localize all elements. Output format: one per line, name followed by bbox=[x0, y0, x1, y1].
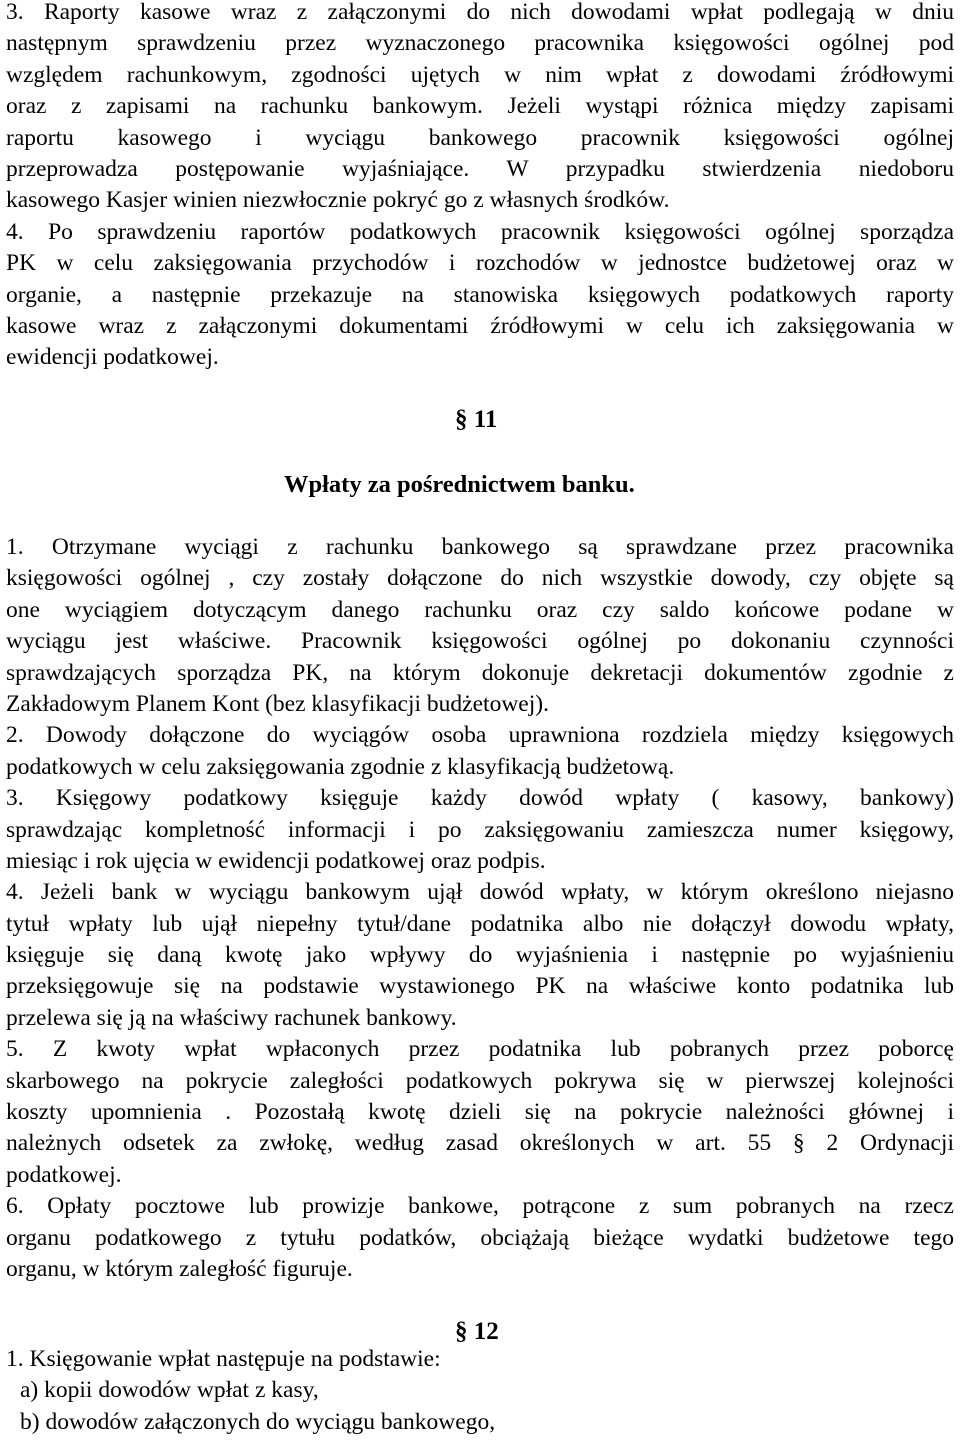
text-line: 3. Księgowy podatkowy księguje każdy dowód wpłaty ( kasowy, bankowy) bbox=[6, 785, 954, 812]
text-line: ewidencji podatkowej. bbox=[6, 344, 219, 371]
text-line: organie, a następnie przekazuje na stanowiska księgowych podatkowych raporty bbox=[6, 281, 954, 308]
text-line: następnym sprawdzeniu przez wyznaczonego pracownika księgowości ogólnej pod bbox=[6, 30, 954, 57]
text-line: skarbowego na pokrycie zaległości podatkowych pokrywa się w pierwszej kolejności bbox=[6, 1067, 954, 1094]
text-line: księguje się daną kwotę jako wpływy do wyjaśnienia i następnie po wyjaśnieniu bbox=[6, 942, 954, 969]
text-line: 6. Opłaty pocztowe lub prowizje bankowe, potrącone z sum pobranych na rzecz bbox=[6, 1193, 954, 1220]
text-line: kasowego Kasjer winien niezwłocznie pokryć go z własnych środków. bbox=[6, 187, 670, 214]
text-line: względem rachunkowym, zgodności ujętych w nim wpłat z dowodami źródłowymi bbox=[6, 61, 954, 88]
text-line: wyciągu jest właściwe. Pracownik księgowości ogólnej po dokonaniu czynności bbox=[6, 628, 954, 655]
text-line: raportu kasowego i wyciągu bankowego pracownik księgowości ogólnej bbox=[6, 124, 954, 151]
text-line: organu, w którym zaległość figuruje. bbox=[6, 1255, 353, 1282]
text-line: 2. Dowody dołączone do wyciągów osoba uprawniona rozdziela między księgowych bbox=[6, 722, 954, 749]
section-11-title: Wpłaty za pośrednictwem banku. bbox=[284, 471, 635, 498]
text-line: 4. Po sprawdzeniu raportów podatkowych pracownik księgowości ogólnej sporządza bbox=[6, 218, 954, 245]
section-12-heading: § 12 bbox=[455, 1318, 499, 1345]
section-11-heading: § 11 bbox=[455, 406, 498, 433]
text-line: 3. Raporty kasowe wraz z załączonymi do nich dowodami wpłat podlegają w dniu bbox=[6, 0, 954, 25]
text-line: Zakładowym Planem Kont (bez klasyfikacji budżetowej). bbox=[6, 690, 549, 717]
text-line: miesiąc i rok ujęcia w ewidencji podatkowej oraz podpis. bbox=[6, 847, 546, 874]
text-line: 1. Otrzymane wyciągi z rachunku bankowego są sprawdzane przez pracownika bbox=[6, 534, 954, 560]
text-line: należnych odsetek za zwłokę, według zasad określonych w art. 55 § 2 Ordynacji bbox=[6, 1130, 954, 1157]
text-line: kasowe wraz z załączonymi dokumentami źródłowymi w celu ich zaksięgowania w bbox=[6, 312, 954, 339]
paragraph-block-2 bbox=[6, 532, 954, 1285]
text-line: koszty upomnienia . Pozostałą kwotę dzieli się na pokrycie należności głównej i bbox=[6, 1099, 954, 1126]
text-line: przeprowadza postępowanie wyjaśniające. W przypadku stwierdzenia niedoboru bbox=[6, 155, 954, 182]
text-line: 5. Z kwoty wpłat wpłaconych przez podatnika lub pobranych przez poborcę bbox=[6, 1036, 954, 1063]
text-line: PK w celu zaksięgowania przychodów i rozchodów w jednostce budżetowej oraz w bbox=[6, 250, 954, 277]
text-line: przelewa się ją na właściwy rachunek bankowy. bbox=[6, 1004, 457, 1031]
text-line: sprawdzając kompletność informacji i po zaksięgowaniu zamieszcza numer księgowy, bbox=[6, 816, 954, 843]
text-line: organu podatkowego z tytułu podatków, obciążają bieżące wydatki budżetowe tego bbox=[6, 1224, 954, 1251]
text-line: 1. Księgowanie wpłat następuje na podstawie: bbox=[6, 1346, 441, 1372]
paragraph-block-3 bbox=[6, 1344, 954, 1438]
text-line: oraz z zapisami na rachunku bankowym. Jeżeli wystąpi różnica między zapisami bbox=[6, 93, 954, 120]
text-line: b) dowodów załączonych do wyciągu bankowego, bbox=[20, 1408, 496, 1435]
paragraph-block-1 bbox=[6, 0, 954, 374]
text-line: one wyciągiem dotyczącym danego rachunku oraz czy saldo końcowe podane w bbox=[6, 596, 954, 623]
text-line: tytuł wpłaty lub ujął niepełny tytuł/dane podatnika albo nie dołączył dowodu wpłaty, bbox=[6, 910, 954, 937]
text-line: podatkowych w celu zaksięgowania zgodnie z klasyfikacją budżetową. bbox=[6, 753, 675, 780]
text-line: a) kopii dowodów wpłat z kasy, bbox=[20, 1377, 319, 1404]
text-line: przeksięgowuje się na podstawie wystawionego PK na właściwe konto podatnika lub bbox=[6, 973, 954, 1000]
text-line: sprawdzających sporządza PK, na którym dokonuje dekretacji dokumentów zgodnie z bbox=[6, 659, 954, 686]
text-line: księgowości ogólnej , czy zostały dołączone do nich wszystkie dowody, czy objęte są bbox=[6, 565, 954, 592]
text-line: podatkowej. bbox=[6, 1161, 122, 1188]
text-line: 4. Jeżeli bank w wyciągu bankowym ujął dowód wpłaty, w którym określono niejasno bbox=[6, 879, 954, 906]
